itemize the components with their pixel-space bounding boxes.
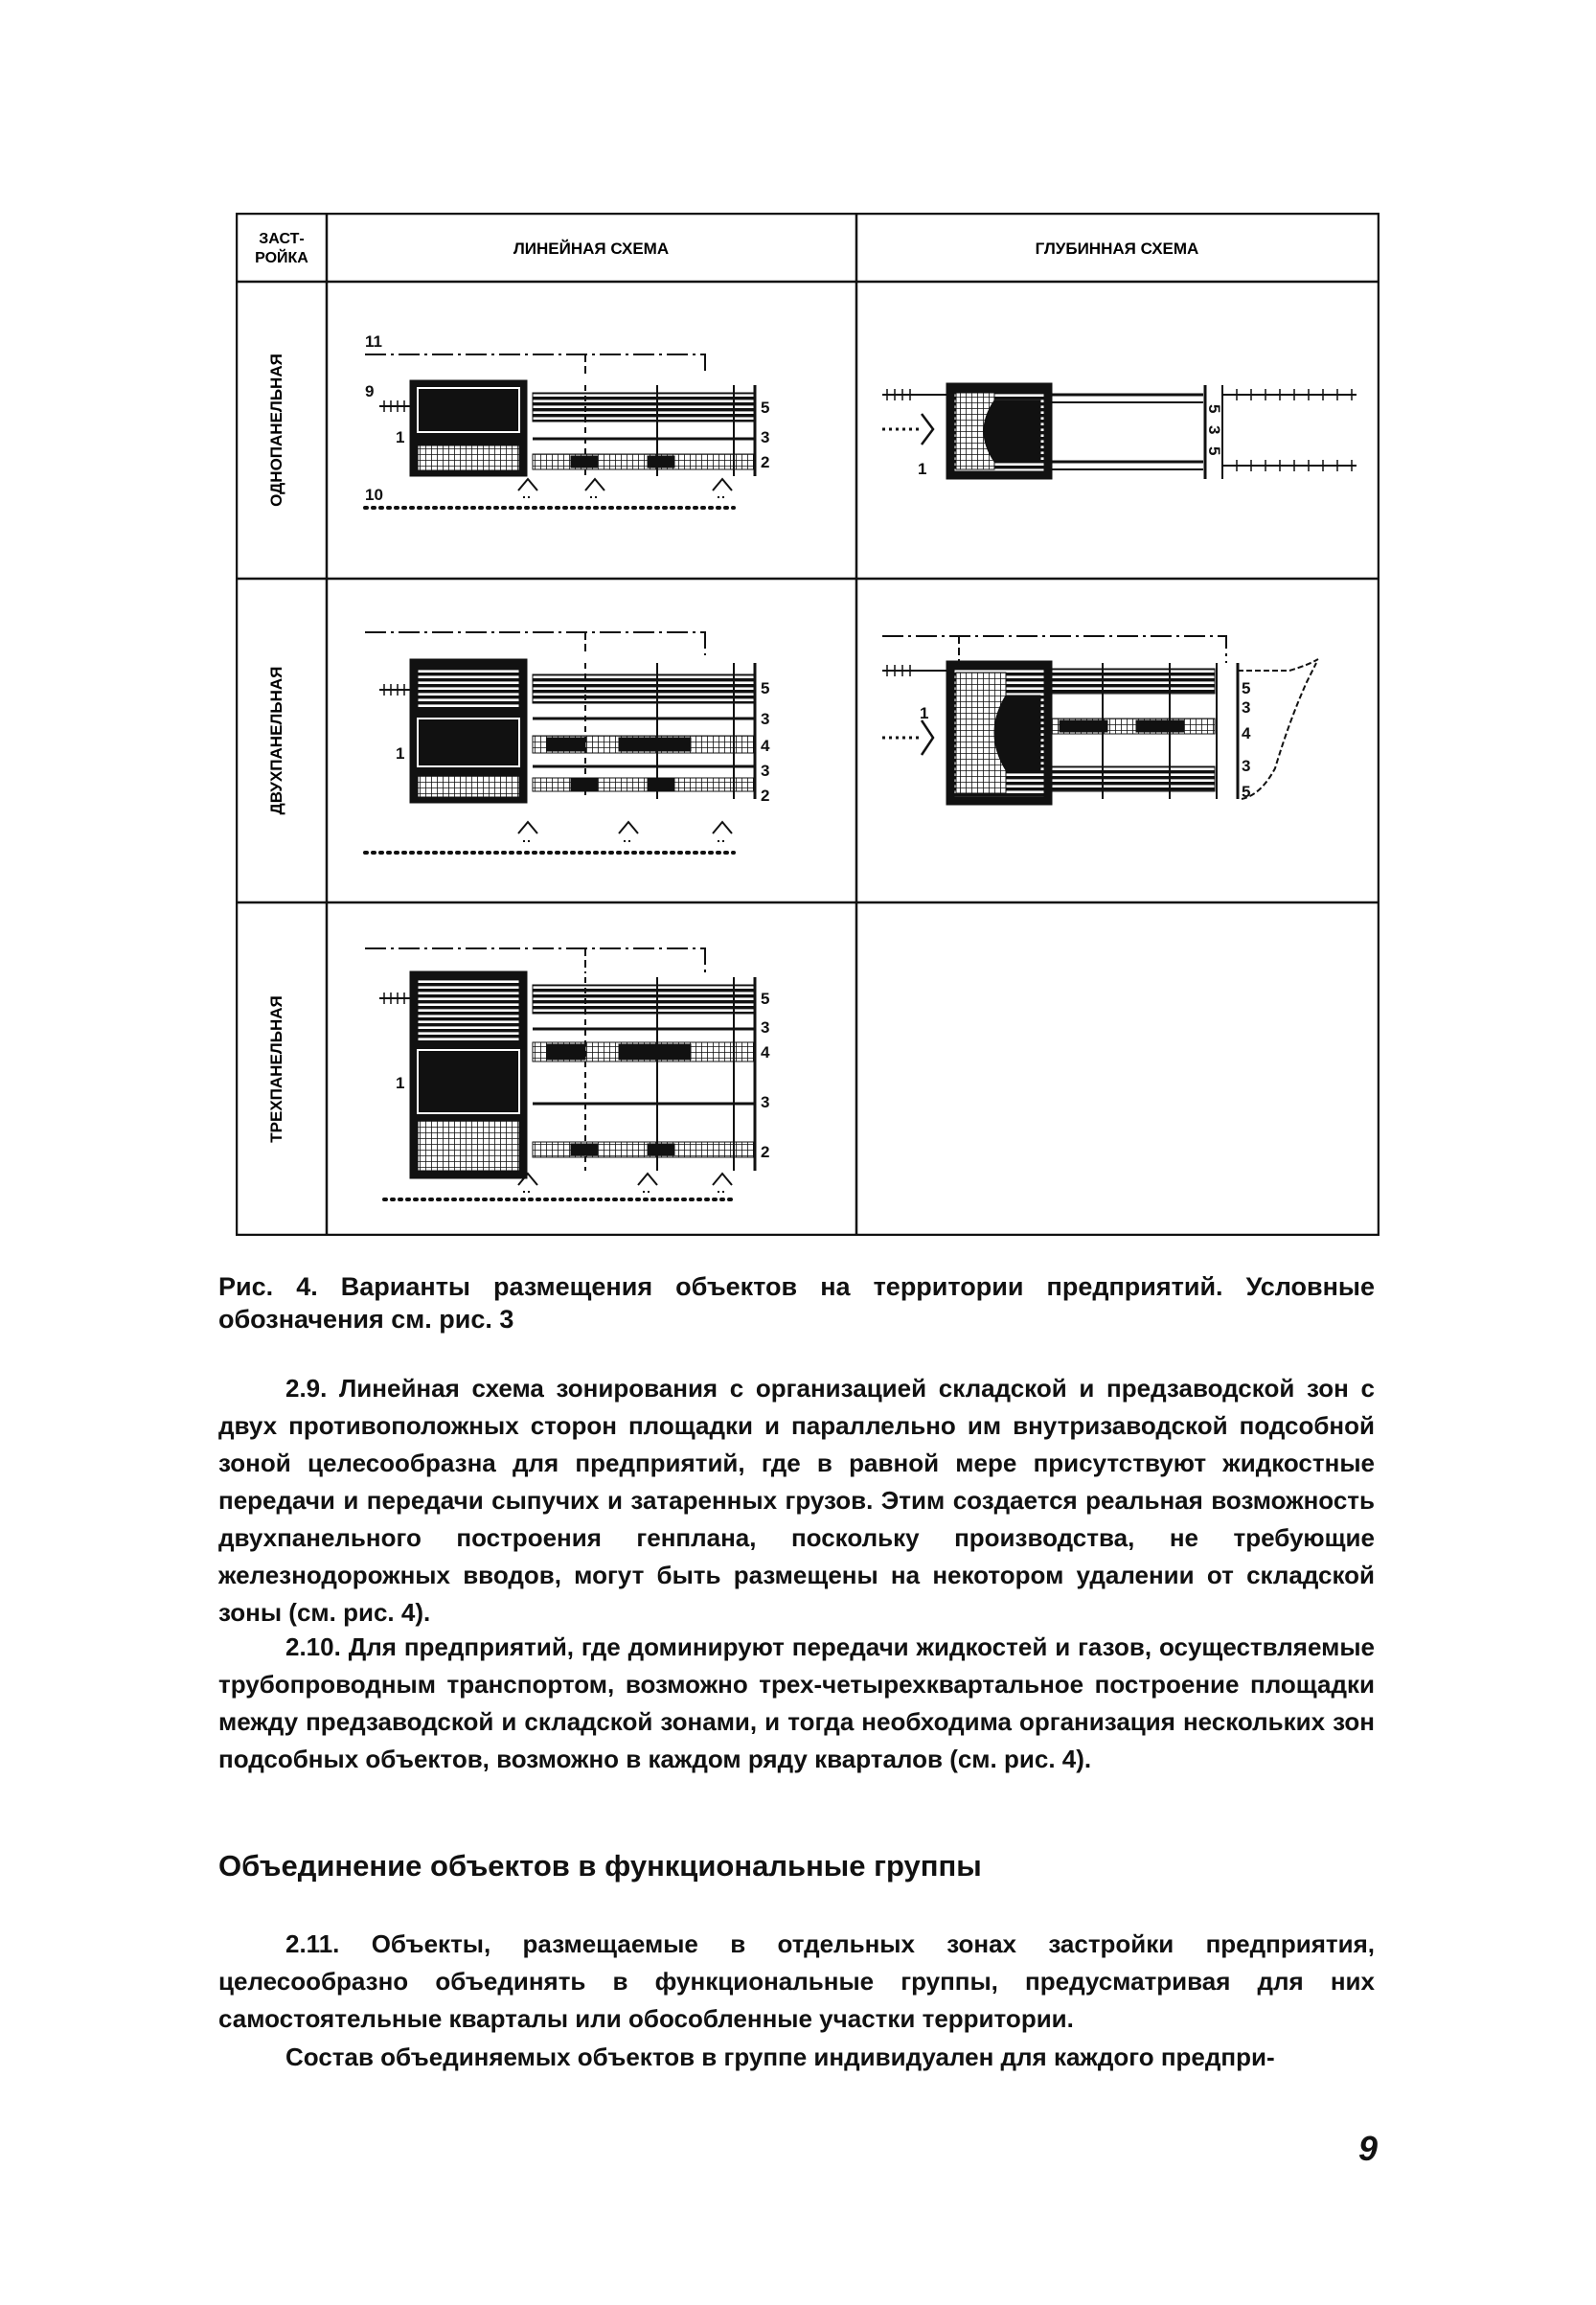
header-col0-line2: РОЙКА xyxy=(255,250,308,266)
paragraph-number: 2.10. xyxy=(285,1632,341,1661)
callout-r2d-3b: 3 xyxy=(1242,757,1251,775)
callout-deep-5a: 5 xyxy=(1205,404,1223,414)
callout-r3-1: 1 xyxy=(396,1074,405,1092)
callout-r2-2: 2 xyxy=(761,787,770,805)
paragraph-text: Линейная схема зонирования с организацией складской и предзаводской зон с двух противоположных сторон площадки и параллельно им внутризаводской подсобной зоной целесообразна для предприятий, где в равной мере присутствуют жидкостные передачи и передачи сыпучих и затаренных грузов. Этим создается реальная возможность двухпанельного построения генплана, поскольку производства, не требующие железнодорожных вводов, могут быть размещены на некотором удалении от складской зоны (см. рис. 4). xyxy=(218,1374,1375,1627)
callout-2: 2 xyxy=(761,453,770,471)
scheme-row1-deep xyxy=(882,383,1357,479)
callout-r3-5: 5 xyxy=(761,990,770,1008)
header-col0-line1: ЗАСТ- xyxy=(259,231,305,247)
callout-11: 11 xyxy=(365,332,382,351)
paragraph-number: 2.11. xyxy=(285,1929,340,1958)
callout-r2-1: 1 xyxy=(396,744,405,763)
callout-r2-4: 4 xyxy=(761,737,770,755)
scheme-row1-linear xyxy=(365,354,755,508)
header-deep: ГЛУБИННАЯ СХЕМА xyxy=(1035,240,1199,258)
callout-5: 5 xyxy=(761,399,770,417)
callout-r2d-3a: 3 xyxy=(1242,698,1251,717)
paragraph-text: Объекты, размещаемые в отдельных зонах застройки предприятия, целесообразно объединять в функциональные группы, предусматривая для них самостоятельные кварталы или обособленные участки территории. xyxy=(218,1929,1375,2033)
callout-r2-3b: 3 xyxy=(761,762,770,780)
paragraph-2-10 xyxy=(218,1629,1375,1778)
callout-r2d-1: 1 xyxy=(920,704,929,722)
callout-r3-2: 2 xyxy=(761,1143,770,1161)
callout-deep-5b: 5 xyxy=(1205,446,1223,456)
callout-r2-3a: 3 xyxy=(761,710,770,728)
paragraph-2-11 xyxy=(218,1926,1375,2038)
figure-caption: Рис. 4. Варианты размещения объектов на территории предприятий. Условные обозначения см. рис. 3 xyxy=(218,1272,1375,1334)
row-label-2: ДВУХПАНЕЛЬНАЯ xyxy=(267,666,285,815)
row-label-3: ТРЕХПАНЕЛЬНАЯ xyxy=(267,995,285,1143)
callout-r3-3b: 3 xyxy=(761,1093,770,1111)
paragraph-text: Для предприятий, где доминируют передачи жидкостей и газов, осуществляемые трубопроводным транспортом, возможно трех-четырехквартальное построение площадки между предзаводской и складской зонами, и тогда необходима организация нескольких зон подсобных объектов, возможно в каждом ряду кварталов (см. рис. 4). xyxy=(218,1632,1375,1773)
scheme-row2-linear xyxy=(365,632,755,853)
callout-deep-1: 1 xyxy=(918,460,927,478)
callout-r2d-4: 4 xyxy=(1242,724,1251,742)
figure-4 xyxy=(236,213,1379,1236)
page-number: 9 xyxy=(1358,2129,1379,2168)
callout-9: 9 xyxy=(365,382,375,400)
callout-10: 10 xyxy=(365,486,383,504)
callout-r2d-5b: 5 xyxy=(1242,783,1251,801)
scheme-row2-deep xyxy=(882,636,1318,805)
paragraph-2-9 xyxy=(218,1370,1375,1632)
callout-r2-5: 5 xyxy=(761,679,770,697)
callout-r2d-5a: 5 xyxy=(1242,679,1251,697)
section-heading: Объединение объектов в функциональные группы xyxy=(218,1849,982,1883)
header-linear: ЛИНЕЙНАЯ СХЕМА xyxy=(513,240,670,258)
scheme-row3-linear xyxy=(365,948,755,1199)
callout-deep-3: 3 xyxy=(1205,425,1223,435)
row-label-1: ОДНОПАНЕЛЬНАЯ xyxy=(267,354,285,507)
paragraph-number: 2.9. xyxy=(285,1374,328,1403)
callout-1: 1 xyxy=(396,428,405,446)
paragraph-continuation: Состав объединяемых объектов в группе индивидуален для каждого предпри- xyxy=(285,2043,1275,2071)
callout-r3-3a: 3 xyxy=(761,1018,770,1037)
callout-3: 3 xyxy=(761,428,770,446)
callout-r3-4: 4 xyxy=(761,1043,770,1061)
